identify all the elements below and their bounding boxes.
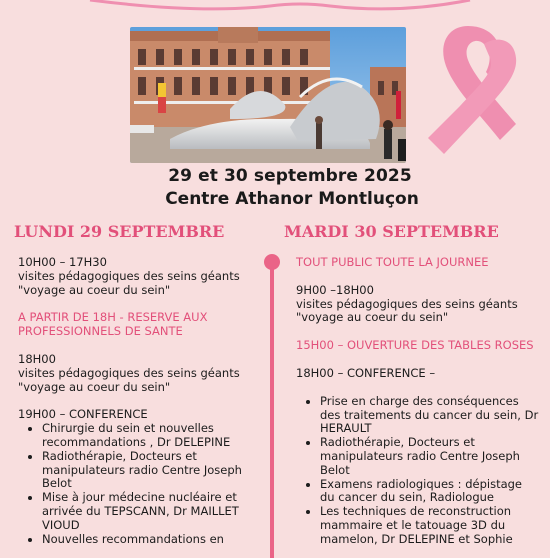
monday-title: LUNDI 29 SEPTEMBRE bbox=[14, 222, 225, 241]
list-item: • Radiothérapie, Docteurs et manipulateurs radio Centre Joseph Belot bbox=[320, 436, 540, 477]
pink-ribbon-icon bbox=[404, 14, 534, 162]
list-item: • Examens radiologiques : dépistage du cancer du sein, Radiologue bbox=[320, 478, 540, 506]
monday-text-1: visites pédagogiques des seins géants "voyage au coeur du sein" bbox=[18, 268, 240, 297]
monday-professionals-notice: A PARTIR DE 18H - RESERVE AUX PROFESSIONNELS DE SANTE bbox=[18, 310, 208, 339]
tuesday-public-notice: TOUT PUBLIC TOUTE LA JOURNEE bbox=[296, 255, 489, 269]
tuesday-program bbox=[296, 256, 540, 547]
monday-conference-title: 19H00 – CONFERENCE bbox=[18, 407, 148, 422]
timeline-line bbox=[270, 258, 274, 558]
tuesday-conference-title: 18H00 – CONFERENCE – bbox=[296, 365, 436, 380]
list-item: • Nouvelles recommandations en bbox=[42, 533, 258, 547]
monday-conference-list bbox=[18, 422, 258, 546]
monday-text-2: visites pédagogiques des seins géants "voyage au coeur du sein" bbox=[18, 365, 240, 394]
list-item: • Mise à jour médecine nucléaire et arrivée du TEPSCANN, Dr MAILLET VIOUD bbox=[42, 491, 258, 532]
event-photo bbox=[130, 27, 406, 163]
monday-time-2: 18H00 bbox=[18, 351, 56, 366]
tuesday-tables-roses: 15H00 – OUVERTURE DES TABLES ROSES bbox=[296, 338, 534, 353]
list-item: • Prise en charge des conséquences des traitements du cancer du sein, Dr HERAULT bbox=[320, 395, 540, 436]
tuesday-text-1: visites pédagogiques des seins géants "voyage au coeur du sein" bbox=[296, 296, 518, 325]
list-item: • Radiothérapie, Docteurs et manipulateurs radio Centre Joseph Belot bbox=[42, 450, 258, 491]
monday-program bbox=[18, 256, 258, 546]
tuesday-title: MARDI 30 SEPTEMBRE bbox=[284, 222, 499, 241]
event-venue: Centre Athanor Montluçon bbox=[165, 189, 419, 209]
timeline-dot-icon bbox=[264, 254, 280, 270]
list-item: • Chirurgie du sein et nouvelles recommandations , Dr DELEPINE bbox=[42, 422, 258, 450]
tuesday-conference-list bbox=[296, 395, 540, 547]
event-dates: 29 et 30 septembre 2025 bbox=[168, 166, 412, 186]
monday-time-1: 10H00 – 17H30 bbox=[18, 255, 107, 269]
list-item: • Les techniques de reconstruction mammaire et le tatouage 3D du mamelon, Dr DELEPINE et Sophie bbox=[320, 505, 540, 546]
tuesday-time-1: 9H00 –18H00 bbox=[296, 282, 374, 297]
